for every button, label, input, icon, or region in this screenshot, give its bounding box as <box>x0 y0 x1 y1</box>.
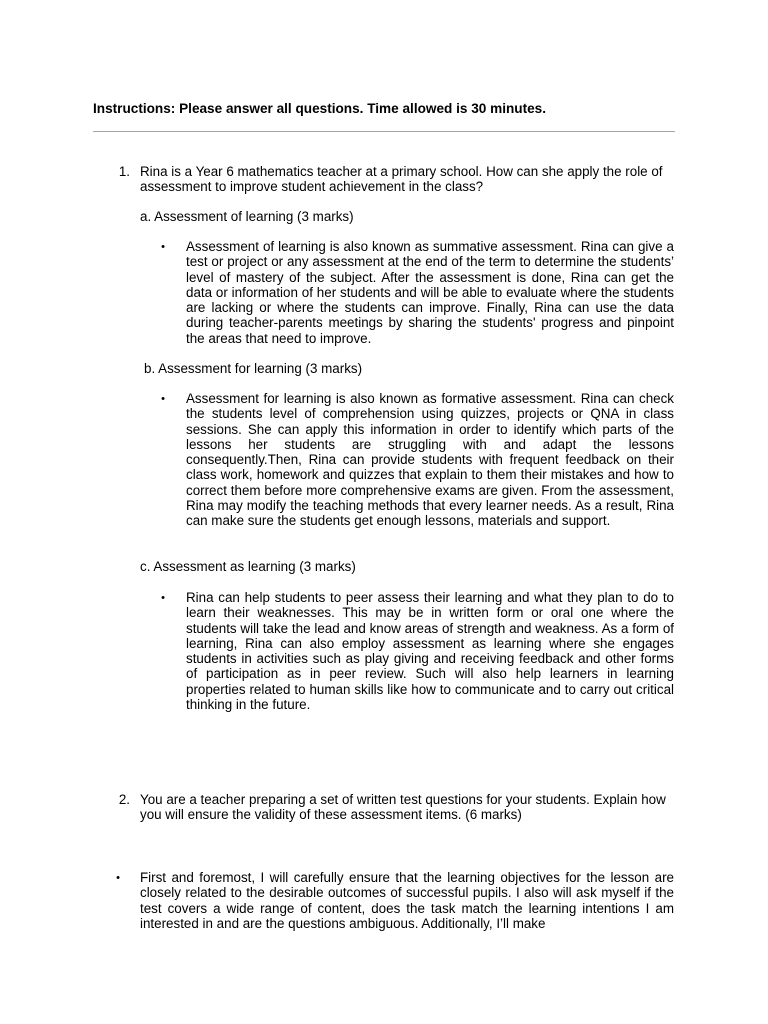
answer-2-text: First and foremost, I will carefully ensure that the learning objectives for the lesson are closely related to the desirable outcomes of successful pupils. I also will ask myself if the test covers a wide range of content, does the task match the learning intentions I am interested in and are the questions ambiguous. Additionally, I’ll make <box>140 870 674 931</box>
subquestion-c-label: c. Assessment as learning (3 marks) <box>140 559 356 574</box>
answer-c-text: Rina can help students to peer assess their learning and what they plan to do to learn their weaknesses. This may be in written form or oral one where the students will take the lead and know areas of strength and weakness. As a form of learning, Rina can also employ assessment as learning where she engages students in activities such as play giving and receiving feedback and other forms of participation as in peer review. Such will also help learners in learning properties related to human skills like how to communicate and to carry out critical thinking in the future. <box>186 590 674 713</box>
subquestion-b-label: b. Assessment for learning (3 marks) <box>144 361 363 376</box>
question-1-text: Rina is a Year 6 mathematics teacher at a primary school. How can she apply the role of assessment to improve student achievement in the class? <box>140 164 663 195</box>
bullet-icon: • <box>161 241 165 253</box>
question-2-text: You are a teacher preparing a set of written test questions for your students. Explain how you will ensure the validity of these assessment items. (6 marks) <box>140 792 666 823</box>
bullet-icon: • <box>161 592 165 604</box>
answer-b-text: Assessment for learning is also known as formative assessment. Rina can check the students level of comprehension using quizzes, projects or QNA in class sessions. She can apply this information in order to identify which parts of the lessons her students are struggling with and adapt the lessons consequently.Then, Rina can provide students with frequent feedback on their class work, homework and quizzes that explain to them their mistakes and how to correct them before more comprehensive exams are given. From the assessment, Rina may modify the teaching methods that every learner needs. As a result, Rina can make sure the students get enough lessons, materials and support. <box>186 391 674 529</box>
bullet-icon: • <box>116 872 120 884</box>
question-number: 2. <box>118 792 130 807</box>
question-number: 1. <box>118 164 130 179</box>
subquestion-a-label: a. Assessment of learning (3 marks) <box>140 209 354 224</box>
answer-a-text: Assessment of learning is also known as summative assessment. Rina can give a test or project or any assessment at the end of the term to determine the students’ level of mastery of the subject. After the assessment is done, Rina can get the data or information of her students and will be able to evaluate where the students are lacking or where the students can improve. Finally, Rina can use the data during teacher-parents meetings by sharing the students' progress and pinpoint the areas that need to improve. <box>186 239 674 346</box>
bullet-icon: • <box>161 393 165 405</box>
instructions-heading: Instructions: Please answer all questions. Time allowed is 30 minutes. <box>93 101 547 116</box>
divider-line <box>93 131 675 132</box>
